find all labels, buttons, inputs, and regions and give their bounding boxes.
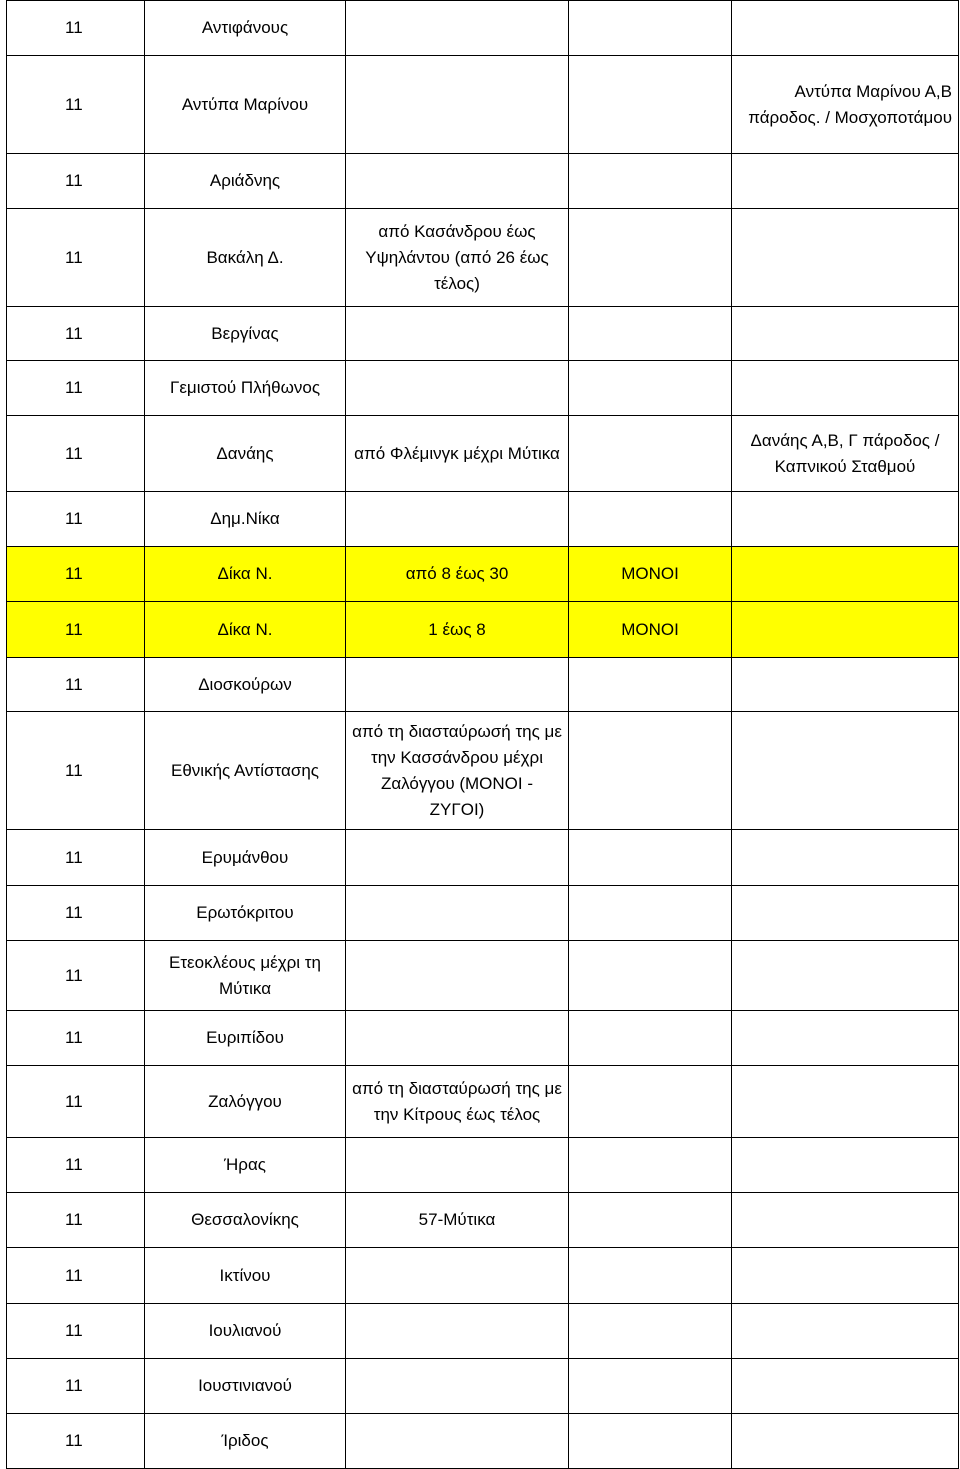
note-cell (569, 492, 732, 547)
street-name: Ετεοκλέους μέχρι τη Μύτικα (145, 941, 346, 1011)
street-name: Αντύπα Μαρίνου (145, 56, 346, 154)
table-row (7, 1011, 959, 1066)
district-number: 11 (7, 1138, 145, 1193)
district-number: 11 (7, 547, 145, 602)
note-cell (569, 307, 732, 361)
table-row (7, 941, 959, 1011)
street-name: Αριάδνης (145, 154, 346, 209)
note-cell: ΜΟΝΟΙ (569, 547, 732, 602)
extra-cell (732, 1011, 959, 1066)
extra-cell (732, 941, 959, 1011)
district-number: 11 (7, 658, 145, 712)
extra-cell (732, 1304, 959, 1359)
street-name: Ιουλιανού (145, 1304, 346, 1359)
table-row (7, 1066, 959, 1138)
district-number: 11 (7, 307, 145, 361)
street-name: Ζαλόγγου (145, 1066, 346, 1138)
range-cell (346, 830, 569, 886)
street-name: Θεσσαλονίκης (145, 1193, 346, 1248)
district-number: 11 (7, 712, 145, 830)
range-cell (346, 1304, 569, 1359)
district-number: 11 (7, 941, 145, 1011)
extra-cell (732, 1, 959, 56)
note-cell: ΜΟΝΟΙ (569, 602, 732, 658)
table-row (7, 1138, 959, 1193)
table-row (7, 1248, 959, 1304)
district-number: 11 (7, 1066, 145, 1138)
note-cell (569, 1138, 732, 1193)
extra-cell (732, 830, 959, 886)
range-cell (346, 886, 569, 941)
district-number: 11 (7, 492, 145, 547)
district-number: 11 (7, 1248, 145, 1304)
extra-cell (732, 547, 959, 602)
street-name: Ίριδος (145, 1414, 346, 1469)
range-cell: από Φλέμινγκ μέχρι Μύτικα (346, 416, 569, 492)
note-cell (569, 1011, 732, 1066)
district-number: 11 (7, 416, 145, 492)
table-row-highlighted (7, 602, 959, 658)
table-row (7, 1414, 959, 1469)
table-row (7, 1359, 959, 1414)
street-name: Βακάλη Δ. (145, 209, 346, 307)
range-cell (346, 56, 569, 154)
district-number: 11 (7, 1304, 145, 1359)
street-table (6, 0, 959, 1469)
table-row (7, 1193, 959, 1248)
street-name: Δανάης (145, 416, 346, 492)
street-name: Δίκα Ν. (145, 547, 346, 602)
table-row (7, 154, 959, 209)
street-name: Ερωτόκριτου (145, 886, 346, 941)
extra-cell (732, 209, 959, 307)
district-number: 11 (7, 56, 145, 154)
note-cell (569, 1, 732, 56)
district-number: 11 (7, 1011, 145, 1066)
street-name: Ικτίνου (145, 1248, 346, 1304)
extra-cell: Αντύπα Μαρίνου Α,Β πάροδος. / Μοσχοποτάμου (732, 56, 959, 154)
note-cell (569, 830, 732, 886)
extra-cell (732, 658, 959, 712)
range-cell (346, 658, 569, 712)
extra-cell (732, 307, 959, 361)
district-number: 11 (7, 602, 145, 658)
extra-cell: Δανάης Α,Β, Γ πάροδος / Καπνικού Σταθμού (732, 416, 959, 492)
note-cell (569, 361, 732, 416)
extra-cell (732, 886, 959, 941)
table-row (7, 830, 959, 886)
note-cell (569, 1414, 732, 1469)
range-cell: από τη διασταύρωσή της με την Κίτρους έως τέλος (346, 1066, 569, 1138)
range-cell (346, 492, 569, 547)
range-cell (346, 1, 569, 56)
range-cell: από τη διασταύρωσή της με την Κασσάνδρου μέχρι Ζαλόγγου (ΜΟΝΟΙ - ΖΥΓΟΙ) (346, 712, 569, 830)
note-cell (569, 1248, 732, 1304)
note-cell (569, 1304, 732, 1359)
note-cell (569, 1193, 732, 1248)
range-cell (346, 307, 569, 361)
range-cell: 1 έως 8 (346, 602, 569, 658)
street-name: Εθνικής Αντίστασης (145, 712, 346, 830)
range-cell (346, 154, 569, 209)
table-row (7, 492, 959, 547)
range-cell (346, 941, 569, 1011)
table-row (7, 56, 959, 154)
extra-cell (732, 1248, 959, 1304)
street-name: Δημ.Νίκα (145, 492, 346, 547)
note-cell (569, 209, 732, 307)
range-cell (346, 361, 569, 416)
note-cell (569, 658, 732, 712)
range-cell (346, 1359, 569, 1414)
extra-cell (732, 712, 959, 830)
range-cell: από Κασάνδρου έως Υψηλάντου (από 26 έως τέλος) (346, 209, 569, 307)
street-name: Αντιφάνους (145, 1, 346, 56)
district-number: 11 (7, 1414, 145, 1469)
range-cell (346, 1248, 569, 1304)
extra-cell (732, 1359, 959, 1414)
table-row (7, 658, 959, 712)
table-row (7, 886, 959, 941)
note-cell (569, 886, 732, 941)
table-row (7, 209, 959, 307)
range-cell: 57-Μύτικα (346, 1193, 569, 1248)
range-cell (346, 1414, 569, 1469)
district-number: 11 (7, 1193, 145, 1248)
range-cell (346, 1011, 569, 1066)
district-number: 11 (7, 1, 145, 56)
extra-cell (732, 1138, 959, 1193)
street-name: Ερυμάνθου (145, 830, 346, 886)
extra-cell (732, 602, 959, 658)
street-name: Δίκα Ν. (145, 602, 346, 658)
table-row (7, 1, 959, 56)
table-row (7, 307, 959, 361)
extra-cell (732, 1066, 959, 1138)
district-number: 11 (7, 1359, 145, 1414)
note-cell (569, 56, 732, 154)
street-name: Βεργίνας (145, 307, 346, 361)
table-row (7, 416, 959, 492)
street-name: Ευριπίδου (145, 1011, 346, 1066)
table-row (7, 712, 959, 830)
note-cell (569, 712, 732, 830)
table-row (7, 1304, 959, 1359)
district-number: 11 (7, 209, 145, 307)
table-row-highlighted (7, 547, 959, 602)
district-number: 11 (7, 361, 145, 416)
range-cell (346, 1138, 569, 1193)
note-cell (569, 941, 732, 1011)
note-cell (569, 416, 732, 492)
note-cell (569, 154, 732, 209)
district-number: 11 (7, 886, 145, 941)
district-number: 11 (7, 154, 145, 209)
street-name: Γεμιστού Πλήθωνος (145, 361, 346, 416)
extra-cell (732, 492, 959, 547)
table-row (7, 361, 959, 416)
street-name: Ήρας (145, 1138, 346, 1193)
extra-cell (732, 154, 959, 209)
note-cell (569, 1359, 732, 1414)
district-number: 11 (7, 830, 145, 886)
street-name: Ιουστινιανού (145, 1359, 346, 1414)
range-cell: από 8 έως 30 (346, 547, 569, 602)
note-cell (569, 1066, 732, 1138)
extra-cell (732, 1414, 959, 1469)
street-name: Διοσκούρων (145, 658, 346, 712)
extra-cell (732, 361, 959, 416)
extra-cell (732, 1193, 959, 1248)
